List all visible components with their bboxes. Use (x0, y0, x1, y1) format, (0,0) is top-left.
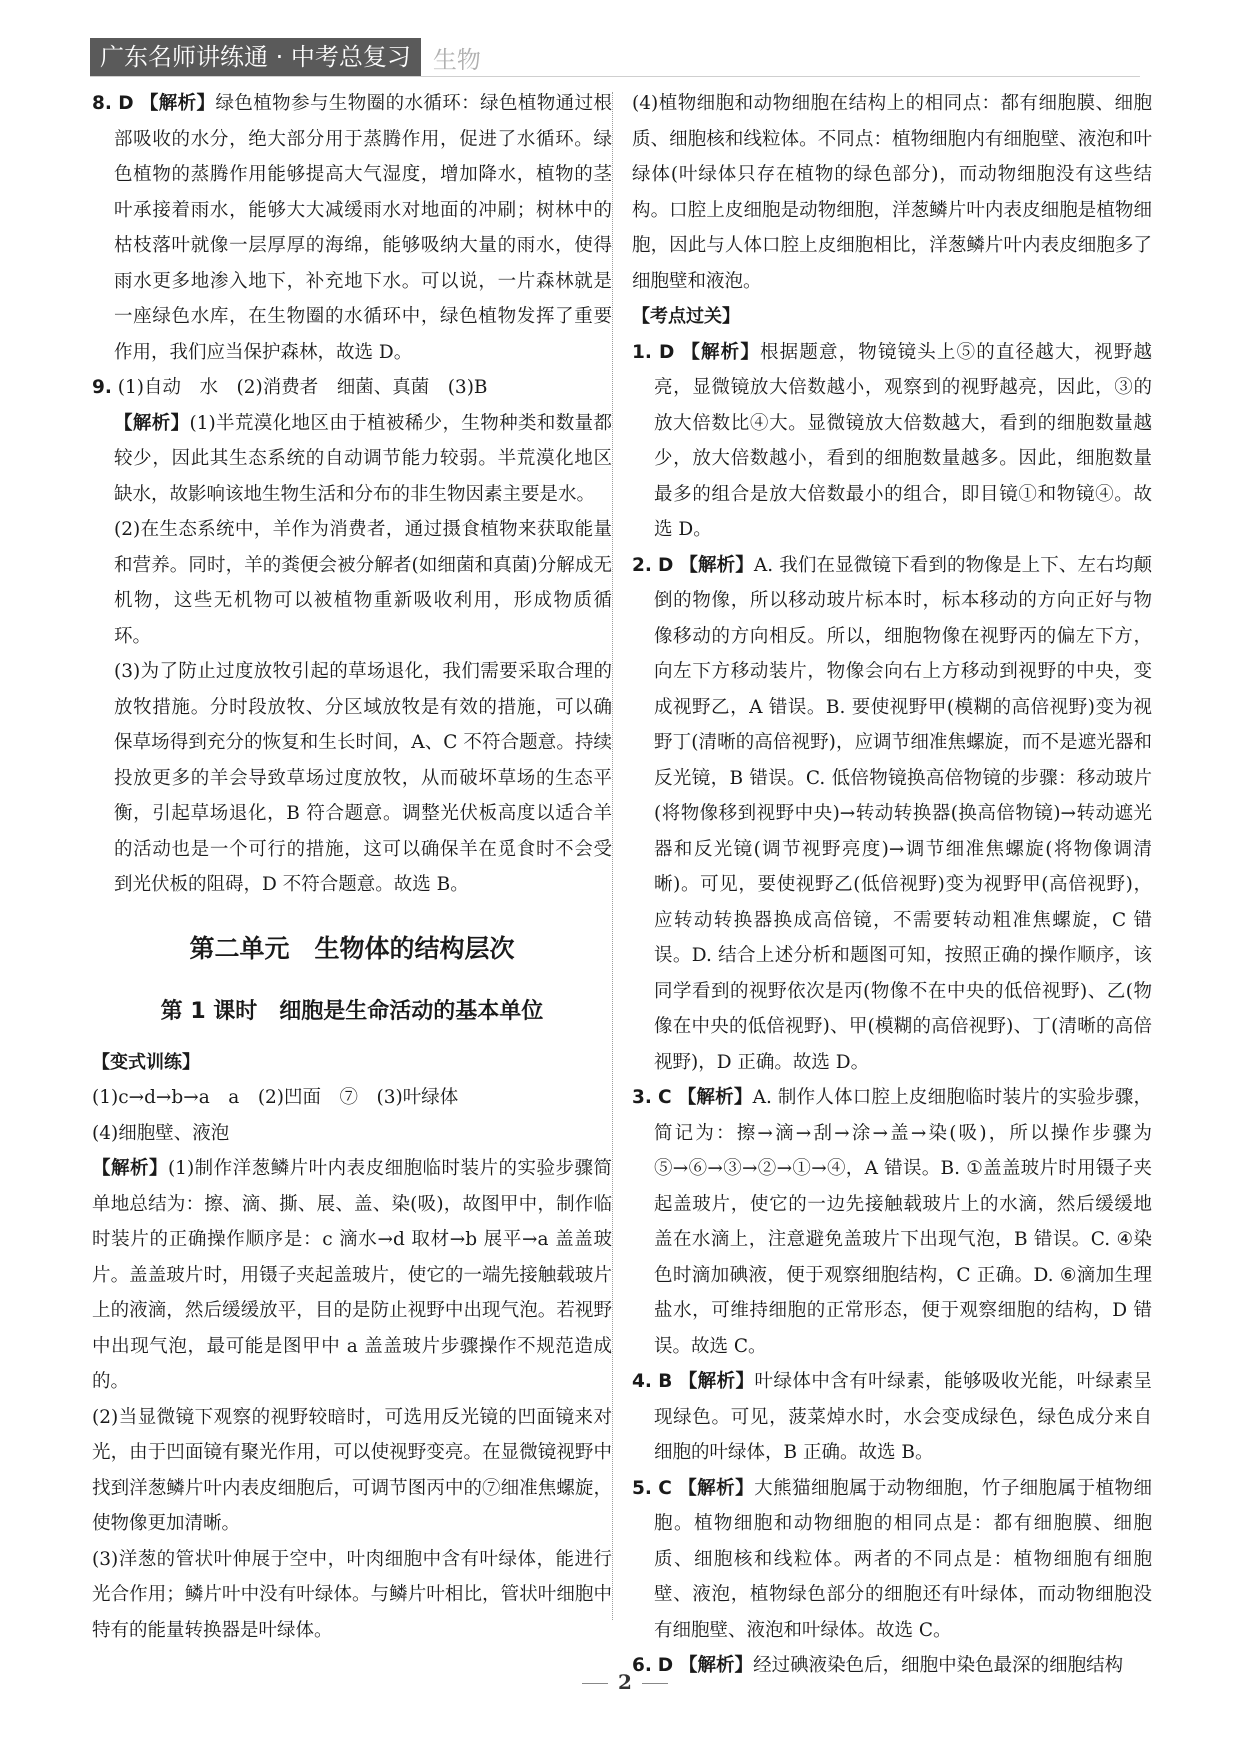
left-column (92, 86, 612, 1648)
header-rule (90, 76, 1140, 77)
footer-dash-right (642, 1683, 668, 1684)
checkpoint-item-6: 6. D 【解析】经过碘液染色后，细胞中染色最深的细胞结构 (632, 1655, 1124, 1676)
variant-analysis-1: 【解析】(1)制作洋葱鳞片叶内表皮细胞临时装片的实验步骤简单地总结为：擦、滴、撕、展、盖、染(吸)，故图甲中，制作临时装片的正确操作顺序是：c 滴水→d 取材→b 展平→a 盖盖玻片。盖盖玻片时，用镊子夹起盖玻片，使它的一端先接触载玻片上的液滴，然后缓缓放平，目的是防止视野中出现气泡。若视野中出现气泡，最可能是图甲中 a 盖盖玻片步骤操作不规范造成的。 (92, 1158, 613, 1392)
right-column (632, 86, 1152, 1684)
variant-analysis-4: (4)植物细胞和动物细胞在结构上的相同点：都有细胞膜、细胞质、细胞核和线粒体。不同点：植物细胞内有细胞壁、液泡和叶绿体(叶绿体只存在植物的绿色部分)，而动物细胞没有这些结构。口腔上皮细胞是动物细胞，洋葱鳞片叶内表皮细胞是植物细胞，因此与人体口腔上皮细胞相比，洋葱鳞片叶内表皮细胞多了细胞壁和液泡。 (632, 93, 1152, 292)
question-8: 8. D 【解析】绿色植物参与生物圈的水循环：绿色植物通过根部吸收的水分，绝大部分用于蒸腾作用，促进了水循环。绿色植物的蒸腾作用能够提高大气湿度，增加降水，植物的茎叶承接着雨水，能够大大减缓雨水对地面的冲刷；树林中的枯枝落叶就像一层厚厚的海绵，能够吸纳大量的雨水，使得雨水更多地渗入地下，补充地下水。可以说，一片森林就是一座绿色水库，在生物圈的水循环中，绿色植物发挥了重要作用，我们应当保护森林，故选 D。 (92, 93, 612, 363)
section-checkpoint: 【考点过关】 (632, 306, 740, 327)
page-footer (0, 1670, 1250, 1694)
question-9-analysis-2: (2)在生态系统中，羊作为消费者，通过摄食植物来获取能量和营养。同时，羊的粪便会被分解者(如细菌和真菌)分解成无机物，这些无机物可以被植物重新吸收利用，形成物质循环。 (114, 519, 612, 647)
checkpoint-item-5: 5. C 【解析】大熊猫细胞属于动物细胞，竹子细胞属于植物细胞。植物细胞和动物细胞的相同点是：都有细胞膜、细胞质、细胞核和线粒体。两者的不同点是：植物细胞有细胞壁、液泡，植物绿色部分的细胞还有叶绿体，而动物细胞没有细胞壁、液泡和叶绿体。故选 C。 (632, 1477, 1152, 1641)
variant-analysis-2: (2)当显微镜下观察的视野较暗时，可选用反光镜的凹面镜来对光，由于凹面镜有聚光作用，可以使视野变亮。在显微镜视野中找到洋葱鳞片叶内表皮细胞后，可调节图丙中的⑦细准焦螺旋，使物像更加清晰。 (92, 1406, 612, 1534)
question-9-analysis-1: 【解析】(1)半荒漠化地区由于植被稀少，生物种类和数量都较少，因此其生态系统的自动调节能力较弱。半荒漠化地区缺水，故影响该地生物生活和分布的非生物因素主要是水。 (114, 412, 612, 505)
column-divider (612, 92, 613, 1620)
checkpoint-item-4: 4. B 【解析】叶绿体中含有叶绿素，能够吸收光能，叶绿素呈现绿色。可见，菠菜焯水时，水会变成绿色，绿色成分来自细胞的叶绿体，B 正确。故选 B。 (632, 1371, 1152, 1463)
section-variant-training: 【变式训练】 (92, 1051, 200, 1073)
page-number: 2 (618, 1670, 632, 1694)
lesson-title: 第 1 课时 细胞是生命活动的基本单位 (160, 998, 544, 1024)
unit-title: 第二单元 生物体的结构层次 (189, 933, 515, 963)
checkpoint-item-2: 2. D 【解析】A. 我们在显微镜下看到的物像是上下、左右均颠倒的物像，所以移动玻片标本时，标本移动的方向正好与物像移动的方向相反。所以，细胞物像在视野丙的偏左下方，向左下方移动装片，物像会向右上方移动到视野的中央，变成视野乙，A 错误。B. 要使视野甲(模糊的高倍视野)变为视野丁(清晰的高倍视野)，应调节细准焦螺旋，而不是遮光器和反光镜，B 错误。C. 低倍物镜换高倍物镜的步骤：移动玻片(将物像移到视野中央)→转动转换器(换高倍物镜)→转动遮光器和反光镜(调节视野亮度)→调节细准焦螺旋(将物像调清晰)。可见，要使视野乙(低倍视野)变为视野甲(高倍视野)，应转动转换器换成高倍镜，不需要转动粗准焦螺旋，C 错误。D. 结合上述分析和题图可知，按照正确的操作顺序，该同学看到的视野依次是丙(物像不在中央的低倍视野)、乙(物像在中央的低倍视野)、甲(模糊的高倍视野)、丁(清晰的高倍视野)，D 正确。故选 D。 (632, 554, 1152, 1073)
series-title: 广东名师讲练通 · 中考总复习 (90, 38, 421, 76)
checkpoint-item-1: 1. D 【解析】根据题意，物镜镜头上⑤的直径越大，视野越亮，显微镜放大倍数越小，观察到的视野越亮，因此，③的放大倍数比④大。显微镜放大倍数越大，看到的细胞数量越少，放大倍数越小，看到的细胞数量越多。因此，细胞数量最多的组合是放大倍数最小的组合，即目镜①和物镜④。故选 D。 (632, 341, 1152, 540)
question-9-answer: 9. (1)自动 水 (2)消费者 细菌、真菌 (3)B (92, 377, 488, 398)
subject-label: 生物 (432, 45, 481, 74)
footer-dash-left (582, 1683, 608, 1684)
variant-answer-2: (4)细胞壁、液泡 (92, 1122, 230, 1144)
page-header (90, 40, 481, 74)
question-9-analysis-3: (3)为了防止过度放牧引起的草场退化，我们需要采取合理的放牧措施。分时段放牧、分区域放牧是有效的措施，可以确保草场得到充分的恢复和生长时间，A、C 不符合题意。持续投放更多的羊会导致草场过度放牧，从而破坏草场的生态平衡，引起草场退化，B 符合题意。调整光伏板高度以适合羊的活动也是一个可行的措施，这可以确保羊在觅食时不会受到光伏板的阻碍，D 不符合题意。故选 B。 (114, 661, 612, 895)
variant-answer-1: (1)c→d→b→a a (2)凹面 ⑦ (3)叶绿体 (92, 1087, 459, 1108)
variant-analysis-3: (3)洋葱的管状叶伸展于空中，叶肉细胞中含有叶绿体，能进行光合作用；鳞片叶中没有叶绿体。与鳞片叶相比，管状叶细胞中特有的能量转换器是叶绿体。 (92, 1548, 612, 1641)
checkpoint-item-3: 3. C 【解析】A. 制作人体口腔上皮细胞临时装片的实验步骤，简记为：擦→滴→刮→涂→盖→染(吸)，所以操作步骤为⑤→⑥→③→②→①→④，A 错误。B. ①盖盖玻片时用镊子夹起盖玻片，使它的一边先接触载玻片上的水滴，然后缓缓地盖在水滴上，注意避免盖玻片下出现气泡，B 错误。C. ④染色时滴加碘液，便于观察细胞结构，C 正确。D. ⑥滴加生理盐水，可维持细胞的正常形态，便于观察细胞的结构，D 错误。故选 C。 (632, 1087, 1153, 1357)
